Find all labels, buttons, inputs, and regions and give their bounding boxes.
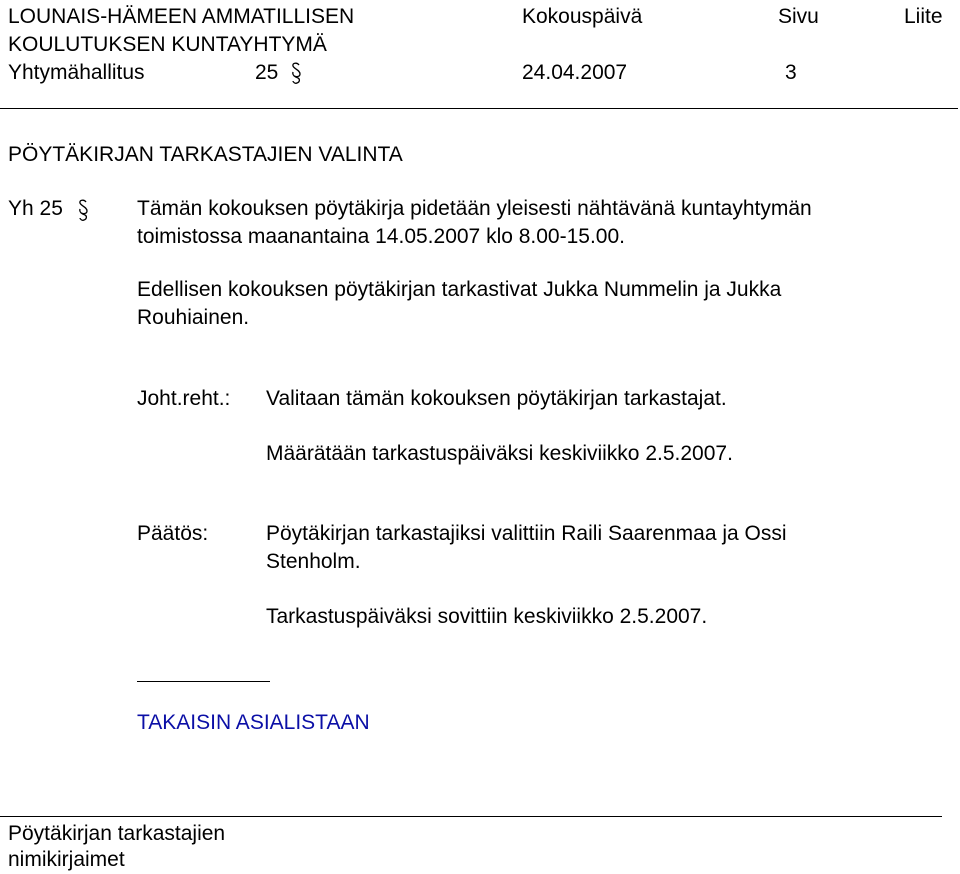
page-value: 3 bbox=[785, 61, 797, 84]
proposal-label: Joht.reht.: bbox=[137, 387, 231, 410]
header-divider bbox=[0, 108, 958, 109]
decision-text-1-line1: Pöytäkirjan tarkastajiksi valittiin Raili Saarenmaa ja Ossi bbox=[266, 522, 787, 545]
attachment-label: Liite bbox=[904, 5, 943, 28]
header-section-number: 25 bbox=[255, 61, 279, 84]
footer-line1: Pöytäkirjan tarkastajien bbox=[8, 822, 226, 845]
paragraph-1-line2: toimistossa maanantaina 14.05.2007 klo 8.00-15.00. bbox=[137, 225, 625, 248]
org-name-line2: KOULUTUKSEN KUNTAYHTYMÄ bbox=[8, 33, 327, 56]
paragraph-2-line1: Edellisen kokouksen pöytäkirjan tarkastivat Jukka Nummelin ja Jukka bbox=[137, 278, 782, 301]
date-label: Kokouspäivä bbox=[522, 5, 643, 28]
short-divider bbox=[137, 681, 270, 682]
page-label: Sivu bbox=[778, 5, 819, 28]
paragraph-1-line1: Tämän kokouksen pöytäkirja pidetään yleisesti nähtävänä kuntayhtymän bbox=[137, 197, 812, 220]
footer-line2: nimikirjaimet bbox=[8, 848, 125, 871]
decision-label: Päätös: bbox=[137, 522, 209, 545]
decision-text-2: Tarkastuspäiväksi sovittiin keskiviikko 2.5.2007. bbox=[266, 605, 708, 628]
section-id: Yh 25 bbox=[8, 197, 63, 220]
decision-text-1-line2: Stenholm. bbox=[266, 550, 361, 573]
proposal-text-1: Valitaan tämän kokouksen pöytäkirjan tarkastajat. bbox=[266, 387, 727, 410]
page-title: PÖYTÄKIRJAN TARKASTAJIEN VALINTA bbox=[8, 143, 403, 166]
org-name-line1: LOUNAIS-HÄMEEN AMMATILLISEN bbox=[8, 5, 355, 28]
paragraph-2-line2: Rouhiainen. bbox=[137, 306, 250, 329]
body-name: Yhtymähallitus bbox=[8, 61, 145, 84]
footer-divider bbox=[0, 816, 942, 817]
back-to-agenda-link[interactable]: TAKAISIN ASIALISTAAN bbox=[137, 711, 370, 734]
proposal-text-2: Määrätään tarkastuspäiväksi keskiviikko 2.5.2007. bbox=[266, 442, 733, 465]
date-value: 24.04.2007 bbox=[522, 61, 628, 84]
